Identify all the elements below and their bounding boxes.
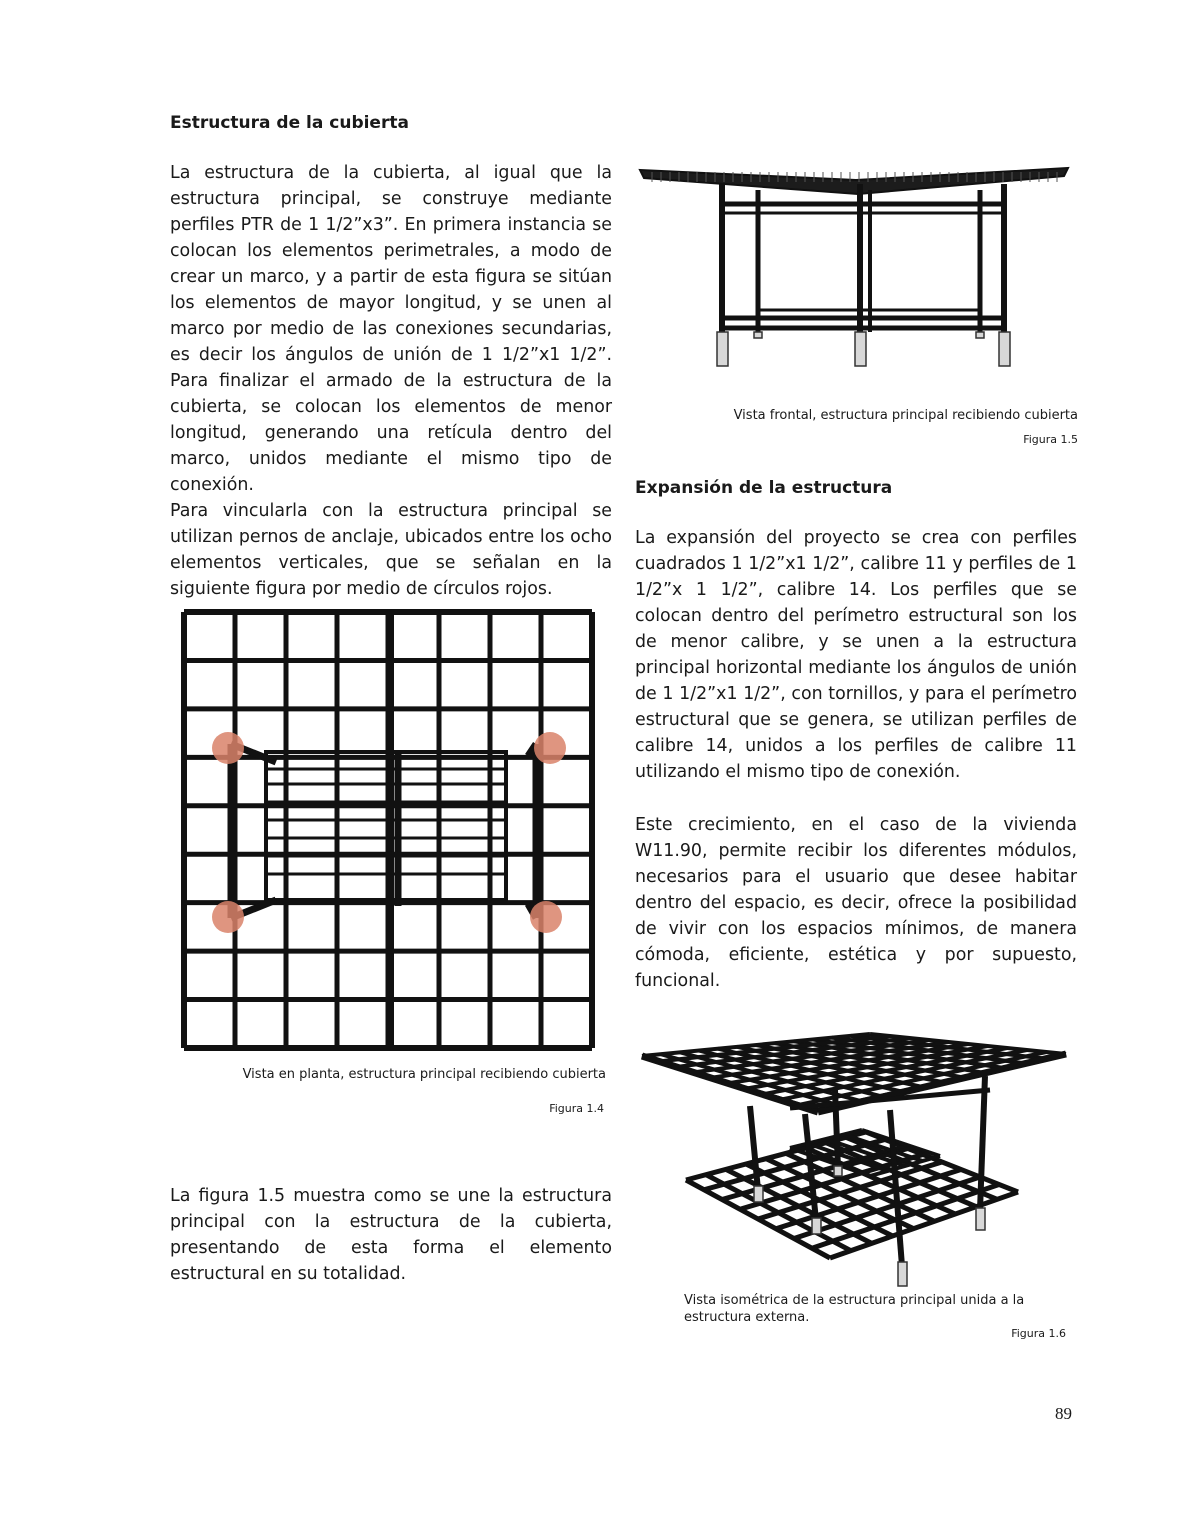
- figure-1-5-label: Figura 1.5: [1023, 433, 1078, 446]
- section-heading-cubierta: Estructura de la cubierta: [170, 113, 409, 133]
- anchor-marker: [212, 901, 244, 933]
- anchor-marker: [212, 732, 244, 764]
- section-heading-expansion: Expansión de la estructura: [635, 478, 893, 498]
- paragraph-expansion-2: Este crecimiento, en el caso de la vivienda W11.90, permite recibir los diferentes módulos, necesarios para el usuario que desee habitar dentro del espacio, es decir, ofrece la posibilidad de vivir con los espacios mínimos, de manera cómoda, eficiente, estética y por supuesto, funcional.: [635, 815, 1077, 991]
- roof-grid: [642, 1034, 1066, 1112]
- paragraph-expansion-1: La expansión del proyecto se crea con perfiles cuadrados 1 1/2”x1 1/2”, calibre 11 y perfiles de 1 1/2”x 1 1/2”, calibre 14. Los perfiles que se colocan dentro del perímetro estructural son los de menor calibre, y se unen a la estructura principal horizontal mediante los ángulos de unión de 1 1/2”x1 1/2”, con tornillos, y para el perímetro estructural que se genera, se utilizan perfiles de calibre 14, unidos a los perfiles de calibre 11 utilizando el mismo tipo de conexión.: [635, 528, 1077, 782]
- anchor-marker: [530, 901, 562, 933]
- paragraph-cubierta-3: La figura 1.5 muestra como se une la estructura principal con la estructura de la cubierta, presentando de esta forma el elemento estructural en su totalidad.: [170, 1186, 612, 1284]
- figure-1-5-caption: Vista frontal, estructura principal recibiendo cubierta: [733, 408, 1078, 423]
- page-number: 89: [1055, 1404, 1072, 1423]
- paragraph-cubierta-2: Para vincularla con la estructura principal se utilizan pernos de anclaje, ubicados entre los ocho elementos verticales, que se señalan en la siguiente figura por medio de círculos rojos.: [170, 501, 612, 599]
- frame: [722, 184, 1004, 332]
- figure-1-4-caption: Vista en planta, estructura principal recibiendo cubierta: [242, 1067, 606, 1082]
- roof-grid: [184, 612, 592, 1048]
- paragraph-cubierta-1: La estructura de la cubierta, al igual que la estructura principal, se construye mediante perfiles PTR de 1 1/2”x3”. En primera instancia se colocan los elementos perimetrales, a modo de crear un marco, y a partir de esta figura se sitúan los elementos de mayor longitud, y se unen al marco por medio de las conexiones secundarias, es decir los ángulos de unión de 1 1/2”x1 1/2”. Para finalizar el armado de la estructura de la cubierta, se colocan los elementos de menor longitud, generando una retícula dentro del marco, unidos mediante el mismo tipo de conexión.: [170, 163, 612, 495]
- figure-1-4-plan-view: [176, 604, 602, 1056]
- footings: [717, 332, 1010, 366]
- figure-1-6-caption: Vista isométrica de la estructura principal unida a la estructura externa.: [684, 1293, 1025, 1325]
- figure-1-5-front-view: [636, 160, 1076, 372]
- lower-expansion-grid: [686, 1130, 1018, 1258]
- figure-1-4-label: Figura 1.4: [549, 1102, 604, 1115]
- figure-1-6-isometric-view: [640, 1030, 1070, 1292]
- figure-1-6-label: Figura 1.6: [1011, 1327, 1066, 1340]
- anchor-marker: [534, 732, 566, 764]
